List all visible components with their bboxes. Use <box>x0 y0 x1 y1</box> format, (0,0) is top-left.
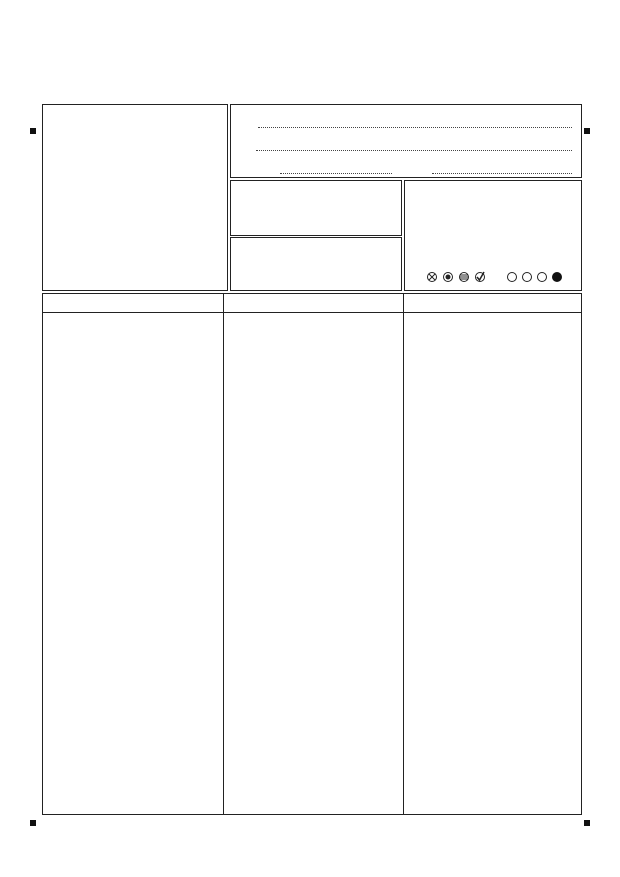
correct-method-icon <box>506 270 566 284</box>
mobile-line[interactable] <box>280 173 392 174</box>
invigilator-sign-box[interactable] <box>230 237 402 291</box>
batch-line[interactable] <box>256 150 572 151</box>
name-line[interactable] <box>258 127 572 128</box>
section-header-rule <box>42 312 582 313</box>
section-divider <box>403 293 404 815</box>
candidate-sign-box[interactable] <box>230 180 402 236</box>
test-date-line[interactable] <box>432 173 572 174</box>
section-divider <box>223 293 224 815</box>
timing-mark <box>30 128 36 134</box>
roll-number-box <box>42 104 228 291</box>
timing-mark <box>584 820 590 826</box>
wrong-methods-icon <box>426 270 488 284</box>
timing-mark <box>30 820 36 826</box>
answer-area <box>42 293 582 815</box>
timing-mark <box>584 128 590 134</box>
details-box <box>230 104 582 178</box>
